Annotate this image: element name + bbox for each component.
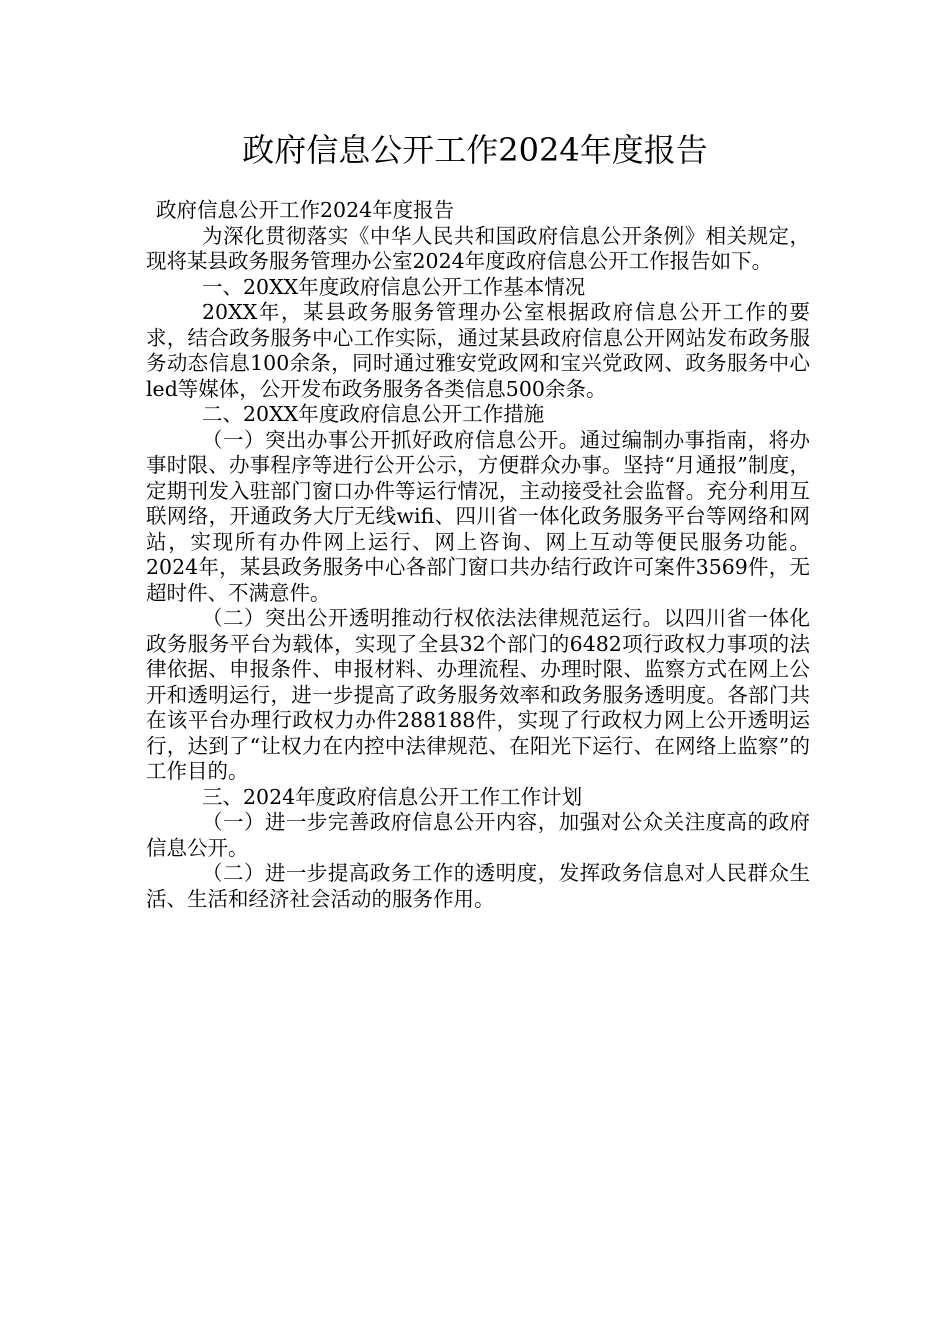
body-heading: 政府信息公开工作2024年度报告 bbox=[156, 198, 455, 222]
section-2-item-1: （一）突出办事公开抓好政府信息公开。通过编制办事指南，将办事时限、办事程序等进行公开公示，方便群众办事。坚持“月通报”制度，定期刊发入驻部门窗口办件等运行情况，主动接受社会监督。充分利用互联网络，开通政务大厅无线wifi、四川省一体化政务服务平台等网络和网站，实现所有办件网上运行、网上咨询、网上互动等便民服务功能。2024年，某县政务服务中心各部门窗口共办结行政许可案件3569件，无超时件、不满意件。 bbox=[146, 427, 810, 605]
document-body bbox=[146, 198, 810, 912]
section-heading-2: 二、20XX年度政府信息公开工作措施 bbox=[202, 402, 545, 426]
section-3-item-1: （一）进一步完善政府信息公开内容，加强对公众关注度高的政府信息公开。 bbox=[146, 810, 810, 860]
section-2-item-2: （二）突出公开透明推动行权依法法律规范运行。以四川省一体化政务服务平台为载体，实现了全县32个部门的6482项行政权力事项的法律依据、申报条件、申报材料、办理流程、办理时限、监察方式在网上公开和透明运行，进一步提高了政务服务效率和政务服务透明度。各部门共在该平台办理行政权力办件288188件，实现了行政权力网上公开透明运行，达到了“让权力在内控中法律规范、在阳光下运行、在网络上监察”的工作目的。 bbox=[146, 606, 810, 783]
intro-paragraph: 为深化贯彻落实《中华人民共和国政府信息公开条例》相关规定，现将某县政务服务管理办公室2024年度政府信息公开工作报告如下。 bbox=[146, 223, 810, 273]
section-3-item-2: （二）进一步提高政务工作的透明度，发挥政务信息对人民群众生活、生活和经济社会活动的服务作用。 bbox=[146, 861, 810, 911]
section-1-paragraph: 20XX年，某县政务服务管理办公室根据政府信息公开工作的要求，结合政务服务中心工作实际，通过某县政府信息公开网站发布政务服务动态信息100余条，同时通过雅安党政网和宝兴党政网、政务服务中心led等媒体，公开发布政务服务各类信息500余条。 bbox=[146, 300, 810, 401]
section-heading-3: 三、2024年度政府信息公开工作工作计划 bbox=[202, 784, 583, 809]
document-title: 政府信息公开工作2024年度报告 bbox=[242, 131, 708, 169]
section-heading-1: 一、20XX年度政府信息公开工作基本情况 bbox=[202, 274, 586, 299]
